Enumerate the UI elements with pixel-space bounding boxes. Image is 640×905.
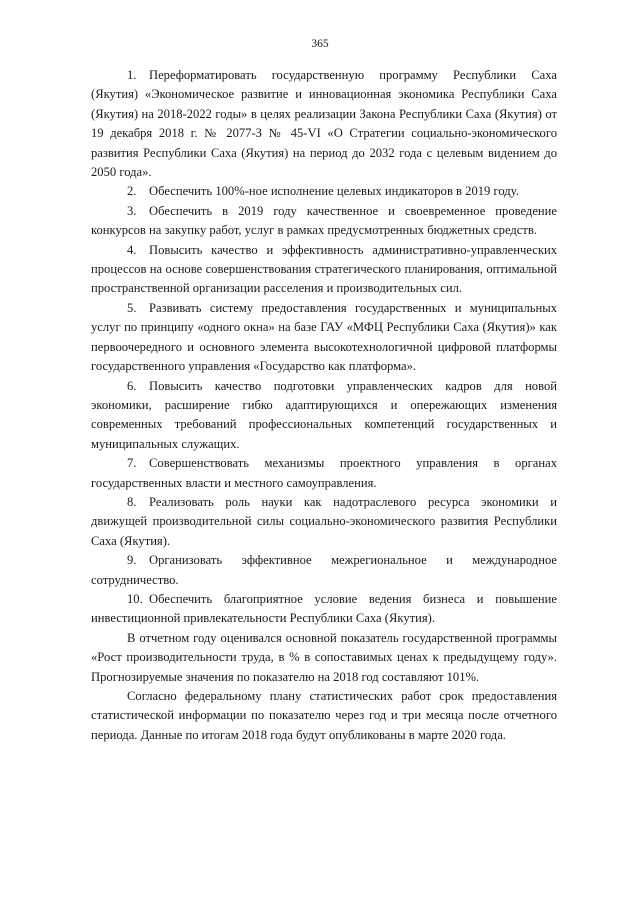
numbered-paragraph: [91, 66, 557, 182]
paragraph-text: В отчетном году оценивался основной показатель государственной программы «Рост производительности труда, в % в сопоставимых ценах к предыдущему году». Прогнозируемые значения по показателю на 2018 год составляют 101%.: [91, 630, 557, 684]
paragraph-text: Совершенствовать механизмы проектного управления в органах государственных власти и местного самоуправления.: [91, 456, 557, 490]
numbered-paragraph: [91, 590, 557, 629]
paragraph-text: Развивать систему предоставления государственных и муниципальных услуг по принципу «одного окна» на базе ГАУ «МФЦ Республики Саха (Якутия)» как первоочередного и основного элемента высокотехнологичной цифровой платформы государственного управления «Государство как платформа».: [91, 300, 557, 374]
paragraph-number: 6.: [127, 378, 137, 393]
paragraph-text: Обеспечить 100%-ное исполнение целевых индикаторов в 2019 году.: [149, 184, 519, 199]
paragraph-text: Реализовать роль науки как надотраслевого ресурса экономики и движущей производительной силы социально-экономического развития Республики Саха (Якутия).: [91, 494, 557, 548]
paragraph-number: 10.: [127, 591, 143, 606]
numbered-paragraph: [91, 493, 557, 551]
numbered-paragraph: [91, 202, 557, 241]
paragraph-number: 9.: [127, 553, 137, 568]
paragraph-number: 3.: [127, 203, 137, 218]
paragraph-text: Повысить качество подготовки управленческих кадров для новой экономики, расширение гибко адаптирующихся и опережающих изменения современных требований профессиональных компетенций государственных и муниципальных служащих.: [91, 378, 557, 451]
paragraph-text: Обеспечить в 2019 году качественное и своевременное проведение конкурсов на закупку работ, услуг в рамках предусмотренных бюджетных средств.: [91, 203, 557, 238]
paragraph-number: 2.: [127, 184, 137, 199]
numbered-paragraph: [91, 551, 557, 590]
numbered-paragraph: [91, 299, 557, 377]
document-body: [91, 66, 557, 745]
numbered-paragraph: [91, 454, 557, 493]
paragraph-text: Переформатировать государственную программу Республики Саха (Якутия) «Экономическое развитие и инновационная экономика Республики Саха (Якутия) на 2018-2022 годы» в целях реализации Закона Республики Саха (Якутия) от 19 декабря 2018 г. № 2077-З № 45-VI «О Стратегии социально-экономического развития Республики Саха (Якутия) на период до 2032 года с целевым видением до 2050 года».: [91, 68, 557, 180]
numbered-paragraph: [91, 377, 557, 455]
numbered-paragraph: [91, 182, 557, 201]
paragraph-number: 4.: [127, 242, 137, 257]
paragraph-number: 1.: [127, 68, 137, 82]
text-paragraph: [91, 687, 557, 745]
paragraph-number: 8.: [127, 494, 137, 509]
paragraph-number: 7.: [127, 456, 137, 471]
text-paragraph: [91, 629, 557, 687]
paragraph-text: Повысить качество и эффективность административно-управленческих процессов на основе совершенствования стратегического планирования, оптимальной пространственной организации расселения и производительных сил.: [91, 242, 557, 296]
paragraph-text: Организовать эффективное межрегиональное и международное сотрудничество.: [91, 553, 557, 587]
paragraph-text: Согласно федеральному плану статистических работ срок предоставления статистической информации по показателю через год и три месяца после отчетного периода. Данные по итогам 2018 года будут опубликованы в марте 2020 года.: [91, 689, 557, 742]
numbered-paragraph: [91, 241, 557, 299]
paragraph-number: 5.: [127, 300, 137, 315]
page-number: 365: [311, 38, 329, 50]
paragraph-text: Обеспечить благоприятное условие ведения бизнеса и повышение инвестиционной привлекательности Республики Саха (Якутия).: [91, 591, 557, 626]
